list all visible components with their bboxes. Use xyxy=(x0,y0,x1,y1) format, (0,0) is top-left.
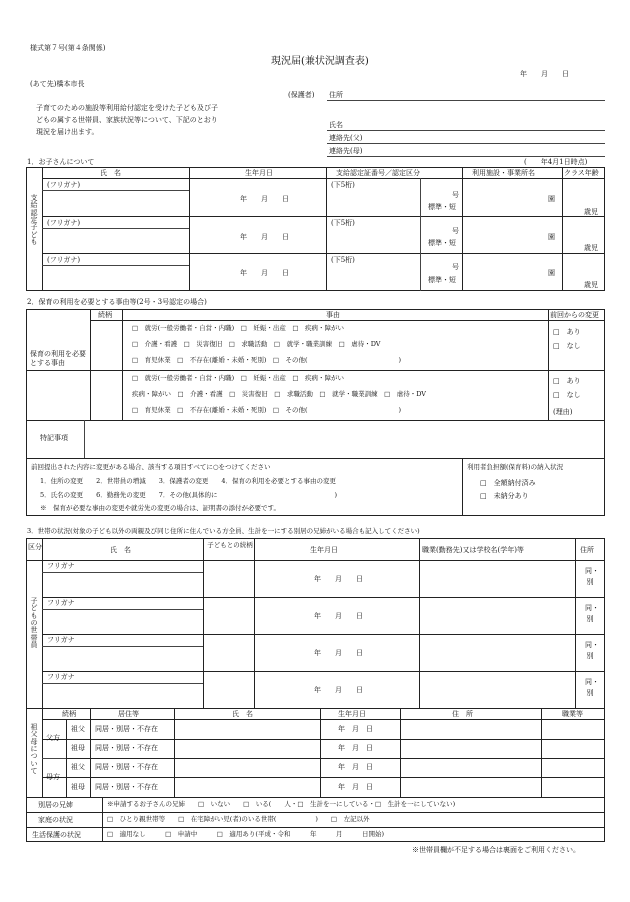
col-gp-residence: 居住等 xyxy=(118,710,139,718)
member-birthdate[interactable]: 年 月 日 xyxy=(314,575,363,583)
fee-paid-checkbox[interactable]: □ 全額納付済み xyxy=(480,479,536,487)
fee-status-heading: 利用者負担額(保育料)の納入状況 xyxy=(467,463,564,471)
col-gp-address: 住 所 xyxy=(452,710,473,718)
contact-mother-label: 連絡先(母) xyxy=(329,147,363,155)
gp-maternal-label: 母方 xyxy=(46,773,60,781)
reason-options-1a[interactable]: □ 就労(一般労働者・自営・内職) □ 妊娠・出産 □ 疾病・障がい xyxy=(132,324,344,332)
child-cert-go: 号 xyxy=(452,263,459,271)
col-change: 前回からの変更 xyxy=(550,311,599,319)
gp-residence-options[interactable]: 同居・別居・不存在 xyxy=(95,763,158,771)
gp-residence-options[interactable]: 同居・別居・不存在 xyxy=(95,783,158,791)
reason-options-2a[interactable]: □ 就労(一般労働者・自営・内職) □ 妊娠・出産 □ 疾病・障がい xyxy=(132,374,344,382)
col-gp-relation: 続柄 xyxy=(62,710,76,718)
gp-birthdate[interactable]: 年 月 日 xyxy=(338,725,373,733)
child-birthdate[interactable]: 年 月 日 xyxy=(240,269,289,277)
member-address-toggle[interactable]: 同・別 xyxy=(585,567,599,586)
reason-options-1c[interactable]: □ 育児休業 □ 不存在(離婚・未婚・死別) □ その他( ) xyxy=(132,356,402,364)
child-facility-en[interactable]: 園 xyxy=(548,195,555,203)
child-furigana[interactable]: (フリガナ) xyxy=(47,181,81,189)
col-member-name: 氏 名 xyxy=(110,546,131,554)
section2-heading: 2．保育の利用を必要とする事由等(2号・3号認定の場合) xyxy=(27,298,207,306)
col-gp-occupation: 職業等 xyxy=(562,710,583,718)
change-no-checkbox[interactable]: □ なし xyxy=(553,391,581,399)
member-furigana[interactable]: フリガナ xyxy=(47,599,75,607)
prev-change-note: ※ 保育が必要な事由の変更や就労先の変更の場合は、証明書の添付が必要です。 xyxy=(40,504,280,512)
intro-line-1: 子育てのための施設等利用給付認定を受けた子ども及び子 xyxy=(36,104,218,112)
col-gp-name: 氏 名 xyxy=(232,710,253,718)
member-address-toggle[interactable]: 同・別 xyxy=(585,604,599,623)
addressee: (あて先)橋本市長 xyxy=(30,80,85,88)
date-field[interactable]: 年 月 日 xyxy=(520,70,569,78)
reason-options-2b[interactable]: 疾病・障がい □ 介護・看護 □ 災害復旧 □ 求職活動 □ 就学・職業訓練 □ 虐待・DV xyxy=(132,390,426,398)
grandparents-side-label: 祖父母について xyxy=(30,723,38,776)
intro-line-2: どもの属する世帯員、家族状況等について、下記のとおり xyxy=(36,116,218,124)
change-reason-label: (理由) xyxy=(553,408,573,416)
gp-residence-options[interactable]: 同居・別居・不存在 xyxy=(95,744,158,752)
child-age[interactable]: 歳児 xyxy=(584,244,598,252)
col-member-relation: 子どもとの続柄 xyxy=(207,541,253,549)
child-std-short[interactable]: 標準・短 xyxy=(428,203,456,211)
fee-unpaid-checkbox[interactable]: □ 未納分あり xyxy=(480,492,529,500)
col-member-address: 住所 xyxy=(580,546,594,554)
children-table xyxy=(26,167,605,291)
child-furigana[interactable]: (フリガナ) xyxy=(47,219,81,227)
child-birthdate[interactable]: 年 月 日 xyxy=(240,195,289,203)
name-label: 氏名 xyxy=(329,121,343,129)
child-age[interactable]: 歳児 xyxy=(584,208,598,216)
member-furigana[interactable]: フリガナ xyxy=(47,673,75,681)
gp-birthdate[interactable]: 年 月 日 xyxy=(338,783,373,791)
contact-father-label: 連絡先(父) xyxy=(329,134,363,142)
child-facility-en[interactable]: 園 xyxy=(548,269,555,277)
col-birthdate: 生年月日 xyxy=(245,169,273,177)
name-field[interactable] xyxy=(327,130,605,131)
section1-heading: 1．お子さんについて xyxy=(27,158,95,166)
col-facility: 利用施設・事業所名 xyxy=(472,169,535,177)
col-gp-birthdate: 生年月日 xyxy=(338,710,366,718)
gp-relation: 祖父 xyxy=(71,763,85,771)
sibling-options[interactable]: ※申請するお子さんの兄姉 □ いない □ いる( 人・□ 生計を一にしている・□ 生計を一にしていない) xyxy=(107,800,456,808)
section3-heading: 3．世帯の状況(対象の子ども以外の両親及び同じ住所に住んでいる方全員、生計を一にする別居の兄姉がいる場合も記入してください) xyxy=(27,527,420,535)
col-name: 氏 名 xyxy=(100,169,121,177)
welfare-status-label: 生活保護の状況 xyxy=(32,831,81,839)
gp-birthdate[interactable]: 年 月 日 xyxy=(338,763,373,771)
reason-side-label: 保育の利用を必要とする事由 xyxy=(30,350,86,368)
child-cert-digits[interactable]: (下5桁) xyxy=(331,256,355,264)
child-cert-go: 号 xyxy=(452,191,459,199)
family-status-label: 家庭の状況 xyxy=(38,816,73,824)
change-yes-checkbox[interactable]: □ あり xyxy=(553,377,581,385)
col-class-age: クラス年齢 xyxy=(564,169,599,177)
col-member-birthdate: 生年月日 xyxy=(310,546,338,554)
col-cert-number: 支給認定証番号／認定区分 xyxy=(336,169,420,177)
member-birthdate[interactable]: 年 月 日 xyxy=(314,649,363,657)
member-furigana[interactable]: フリガナ xyxy=(47,636,75,644)
col-member-occupation: 職業(勤務先)又は学校名(学年)等 xyxy=(422,546,524,554)
members-side-label: 子どもの世帯員 xyxy=(30,597,38,650)
member-furigana[interactable]: フリガナ xyxy=(47,562,75,570)
child-birthdate[interactable]: 年 月 日 xyxy=(240,233,289,241)
col-category: 区分 xyxy=(28,543,42,551)
gp-residence-options[interactable]: 同居・別居・不存在 xyxy=(95,725,158,733)
member-address-toggle[interactable]: 同・別 xyxy=(585,678,599,697)
col-relationship: 続柄 xyxy=(98,311,112,319)
address-label: 住所 xyxy=(329,91,343,99)
gp-relation: 祖母 xyxy=(71,744,85,752)
intro-line-3: 現況を届け出ます。 xyxy=(36,128,99,136)
prev-change-heading: 前回提出された内容に変更がある場合、該当する項目すべてに○をつけてください xyxy=(31,463,271,471)
child-std-short[interactable]: 標準・短 xyxy=(428,239,456,247)
change-no-checkbox[interactable]: □ なし xyxy=(553,342,581,350)
guardian-label: (保護者) xyxy=(288,91,315,99)
child-cert-digits[interactable]: (下5桁) xyxy=(331,219,355,227)
prev-change-line1[interactable]: 1．住所の変更 2．世帯員の増減 3．保護者の変更 4．保育の利用を必要とする事由の変更 xyxy=(40,477,337,485)
child-furigana[interactable]: (フリガナ) xyxy=(47,256,81,264)
gp-paternal-label: 父方 xyxy=(46,734,60,742)
contact-mother-field[interactable] xyxy=(327,156,605,157)
special-notes-label: 特記事項 xyxy=(40,434,68,442)
children-side-label: 支給認定子ども xyxy=(30,194,38,247)
child-age[interactable]: 歳児 xyxy=(584,281,598,289)
gp-relation: 祖父 xyxy=(71,725,85,733)
child-facility-en[interactable]: 園 xyxy=(548,233,555,241)
child-std-short[interactable]: 標準・短 xyxy=(428,276,456,284)
member-birthdate[interactable]: 年 月 日 xyxy=(314,612,363,620)
col-reason: 事由 xyxy=(326,311,340,319)
member-address-toggle[interactable]: 同・別 xyxy=(585,641,599,660)
family-status-options[interactable]: □ ひとり親世帯等 □ 在宅障がい児(者)のいる世帯( ) □ 左記以外 xyxy=(107,815,370,823)
prev-change-line2[interactable]: 5．氏名の変更 6．勤務先の変更 7．その他(具体的に ) xyxy=(40,491,337,499)
as-of-date: ( 年4月1日時点) xyxy=(524,158,588,166)
child-cert-digits[interactable]: (下5桁) xyxy=(331,181,355,189)
reason-options-2c[interactable]: □ 育児休業 □ 不存在(離婚・未婚・死別) □ その他( ) xyxy=(132,406,402,414)
change-yes-checkbox[interactable]: □ あり xyxy=(553,328,581,336)
sibling-label: 別居の兄姉 xyxy=(38,801,73,809)
address-field[interactable] xyxy=(327,100,605,101)
gp-birthdate[interactable]: 年 月 日 xyxy=(338,744,373,752)
member-birthdate[interactable]: 年 月 日 xyxy=(314,686,363,694)
footnote: ※世帯員欄が不足する場合は裏面をご利用ください。 xyxy=(412,846,580,854)
page-title: 現況届(兼状況調査表) xyxy=(271,56,369,67)
gp-relation: 祖母 xyxy=(71,783,85,791)
welfare-status-options[interactable]: □ 適用なし □ 申請中 □ 適用あり(平成・令和 年 月 日開始) xyxy=(107,830,384,838)
form-number: 様式第７号(第４条関係) xyxy=(30,44,106,52)
reason-options-1b[interactable]: □ 介護・看護 □ 災害復旧 □ 求職活動 □ 就学・職業訓練 □ 虐待・DV xyxy=(132,340,381,348)
contact-father-field[interactable] xyxy=(327,143,605,144)
child-cert-go: 号 xyxy=(452,227,459,235)
